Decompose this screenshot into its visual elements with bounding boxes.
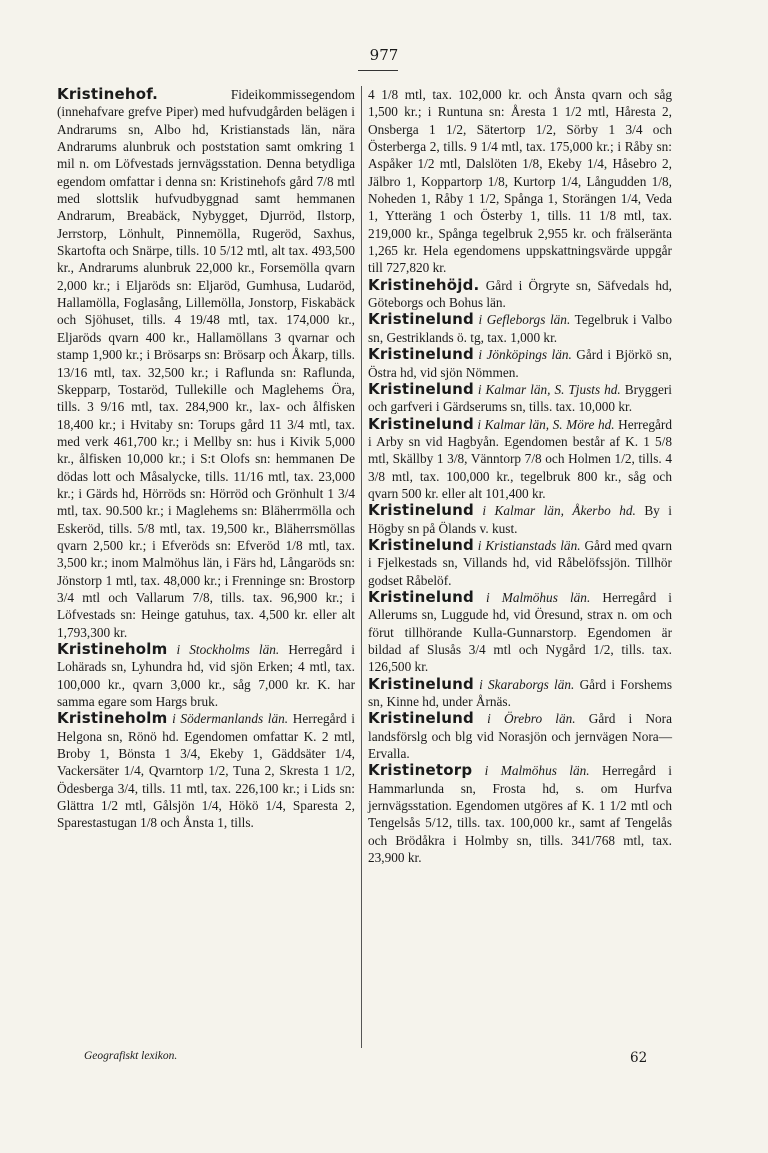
dictionary-entry <box>368 381 672 416</box>
entry-text: Herregård i Arby sn vid Hagbyån. Egendomen består af K. 1 5/8 mtl, Skällby 1 3/8, Vänntorp 7/8 och Holmen 1/2, tills. 4 3/8 mtl, tax. 100,000 kr., tegelbruk 800 kr., såg och qvarn 500 kr. eller alt 101,400 kr. <box>368 416 673 501</box>
entry-location: i Jönköpings län. <box>473 347 572 363</box>
dictionary-entry <box>368 589 672 676</box>
entry-headword: Kristinelund <box>368 709 474 728</box>
entry-location: i Kalmar län, S. Tjusts hd. <box>473 381 621 397</box>
dictionary-entry <box>368 502 672 537</box>
entry-text: Tegelbruk i Valbo sn, Gestriklands ö. tg, tax. 1,000 kr. <box>368 312 672 345</box>
dictionary-entry <box>368 676 672 711</box>
page-number: 977 <box>369 46 399 64</box>
entry-text: Herregård i Helgona sn, Rönö hd. Egendomen omfattar K. 2 mtl, Broby 1, Bönsta 1 3/4, Ekeby 1, Gäddsäter 1/4, Vackersäter 1/4, Qvarntorp 1/2, Tuna 2, Skresta 1 1/2, Ödesberga 3/4, tills. 11 mtl, tax. 226,100 kr.; i Lids sn: Glättra 1/2 mtl, Gålsjön 1/4, Hökö 1/4, Sparesta 2, Sparestastugan 1/8 och Ånsta 1, tills. <box>57 711 356 831</box>
dictionary-entry <box>368 311 672 346</box>
entry-text: Herregård i Allerums sn, Luggude hd, vid Öresund, strax n. om och förut tillhörande Kulla-Gunnarstorp. Egendomen är bildad af Slusås 3/4 mtl och Nygård 1/2, tills. tax. 126,500 kr. <box>368 589 673 675</box>
entry-headword: Kristinelund <box>368 310 474 329</box>
footer-signature: 62 <box>630 1050 648 1066</box>
dictionary-entry <box>368 277 672 312</box>
entry-text: 4 1/8 mtl, tax. 102,000 kr. och Ånsta qvarn och såg 1,500 kr.; i Runtuna sn: Åresta 1 1/2 mtl, Håresta 2, Onsberga 1 1/2, Sätertorp 1/2, Sörby 1 3/4 och Österberga 2, tills. 9 1/4 mtl, tax. 175,000 kr.; i Råby sn: Aspåker 1/2 mtl, Dalslöten 1/8, Ekeby 1/4, Håsebro 2, Jälbro 1, Koppartorp 1/8, Kurtorp 1/4, Långudden 1/8, Noheden 1, Råby 1 1/2, Spånga 1, Storängen 1/4, Veda 1, Ytteräng 1 och Österby 1, tills. 11 1/8 mtl, tax. 219,000 kr., Spånga tegelbruk 2,955 kr. och frälseränta 1,265 kr. Hela egendomens uppskattningsvärde uppgår till 727,820 kr. <box>368 87 672 276</box>
entry-location: i Örebro län. <box>473 711 576 727</box>
footer-source: Geografiskt lexikon. <box>84 1050 178 1062</box>
dictionary-entry <box>368 346 672 381</box>
entry-location: i Skaraborgs län. <box>473 676 575 692</box>
entry-text: Herregård i Hammarlunda sn, Frosta hd, s. om Hurfva jernvägsstation. Egendomen utgöres af K. 1 1/2 mtl och Tengelsås 5/12, tills. tax. 100,000 kr., samt af Tengelås och Brödåkra i Holmby sn, tills. 341/768 mtl, tax. 23,900 kr. <box>368 763 673 866</box>
entry-headword: Kristinelund <box>368 674 474 693</box>
entry-headword: Kristinelund <box>368 414 474 433</box>
dictionary-entry <box>57 710 355 831</box>
column-divider <box>361 86 362 1048</box>
entry-text: By i Högby sn på Ölands v. kust. <box>368 503 672 536</box>
entry-headword: Kristinehöjd. <box>368 275 480 294</box>
entry-headword: Kristinelund <box>368 501 474 520</box>
entry-location: i Kalmar län, Åkerbo hd. <box>473 503 636 519</box>
entry-location: i Södermanlands län. <box>167 711 289 727</box>
entry-headword: Kristinehof. <box>57 85 159 103</box>
entry-location: i Kristianstads län. <box>473 537 581 553</box>
entry-location: i Malmöhus län. <box>473 589 591 605</box>
entry-location: i Kalmar län, S. Möre hd. <box>473 416 615 432</box>
entry-headword: Kristinelund <box>368 345 474 364</box>
entry-text: Gård i Björkö sn, Östra hd, vid sjön Nömmen. <box>368 347 673 380</box>
entry-headword: Kristinetorp <box>368 761 473 780</box>
entry-text: Gård i Örgryte sn, Säfvedals hd, Göteborgs och Bohus län. <box>368 277 672 311</box>
entry-text: Gård i Nora landsförslg och blg vid Norasjön och jernvägen Nora—Ervalla. <box>368 711 672 762</box>
entry-location: i Stockholms län. <box>167 642 280 657</box>
page-number-rule <box>358 70 398 71</box>
left-column <box>57 86 355 832</box>
entry-headword: Kristinelund <box>368 379 474 398</box>
entry-text: Bryggeri och garfveri i Gärdserums sn, tills. tax. 10,000 kr. <box>368 381 673 415</box>
entry-text: Fideikommissegendom (innehafvare grefve Piper) med hufvudgården belägen i Andrarums sn, Albo hd, Kristianstads län, nära Andrarums alunbruk och poststation samt omkring 1 mil n. om Löfvestads jernvägsstation. Denna betydliga egendom omfattar i denna sn: Kristinehofs gård 7/8 mtl med slottslik hufvudbyggnad samt hemmanen Andrarum, Breabäck, Nybygget, Djurröd, Ilstorp, Jerrstorp, Lönhult, Pinnemölla, Rugeröd, Saxhus, Skartofta och Snärpe, tills. 10 5/12 mtl, alt tax. 493,500 kr., Andrarums alunbruk 22,000 kr., Forsemölla qvarn 2,000 kr.; i Eljaröds sn: Eljaröd, Gumhusa, Ludaröd, Hallamölla, Foglasång, Lillemölla, Jonstorp, Fiskabäck och Sjöhuset, tills. 4 19/48 mtl, tax. 174,000 kr., Eljaröds qvarn 400 kr., Hallamöllans 3 qvarnar och stamp 1,900 kr.; i Brösarps sn: Brösarp och Åkarp, tills. 13/16 mtl, tax. 32,500 kr.; i Raflunda sn: Raflunda, Skepparp, Tostaröd, Tullekille och Maglehems Öra, tills. 3 9/16 mtl, tax. 284,900 kr., lax- och ålfisken 18,400 kr.; i Hvitaby sn: Torups gård 11 3/4 mtl, tax. med verk 461,700 kr.; i Mellby sn: hus i Kivik 5,000 kr., ålfisken 10,000 kr.; i S:t Olofs sn: hemmanen De dödas lott och Måsalycke, tills. 11/16 mtl, tax. 23,000 kr.; i Gärds hd, Hörröds sn: Hörröd och Grönhult 1 3/4 mtl, tax. 90.500 kr.; i Maglehems sn: Bläherrmölla och Eskeröd, tills. 5/8 mtl, tax. 19,500 kr., Bläherrsmöllas qvarn 2,500 kr.; i Efveröds sn: Efveröd 1/8 mtl, tax. 3,500 kr.; inom Malmöhus län, i Färs hd, Långaröds sn: Jönstorp 1 mtl, tax. 48,000 kr.; i Frenninge sn: Brostorp 3/4 mtl och Vallarum 7/8, tills. tax. 96,900 kr.; i Löfvestads sn: Heinge gatuhus, tax. 4,500 kr. eller alt 1,793,300 kr. <box>57 87 355 640</box>
entry-headword: Kristineholm <box>57 640 168 658</box>
dictionary-entry <box>57 641 355 710</box>
entry-text: Herregård i Lohärads sn, Lyhundra hd, vid sjön Erken; 4 mtl, tax. 100,000 kr., qvarn 3,000 kr., såg 7,000 kr. K. har samma egare som Hargs bruk. <box>57 642 356 710</box>
dictionary-entry <box>57 86 355 641</box>
entry-headword: Kristineholm <box>57 709 168 728</box>
right-column <box>368 86 672 866</box>
entry-headword: Kristinelund <box>368 535 474 554</box>
dictionary-entry <box>368 537 672 589</box>
entry-location: i Malmöhus län. <box>472 763 590 779</box>
entry-text: Gård i Forshems sn, Kinne hd, under Årnäs. <box>368 676 672 710</box>
entry-location: i Gefleborgs län. <box>473 312 571 328</box>
entry-text: Gård med qvarn i Fjelkestads sn, Villands hd, vid Råbelöfssjön. Tillhör godset Råbelöf. <box>368 537 672 588</box>
dictionary-entry <box>368 86 672 277</box>
entry-headword: Kristinelund <box>368 587 474 606</box>
dictionary-entry <box>368 762 672 866</box>
dictionary-entry <box>368 416 672 503</box>
dictionary-entry <box>368 710 672 762</box>
